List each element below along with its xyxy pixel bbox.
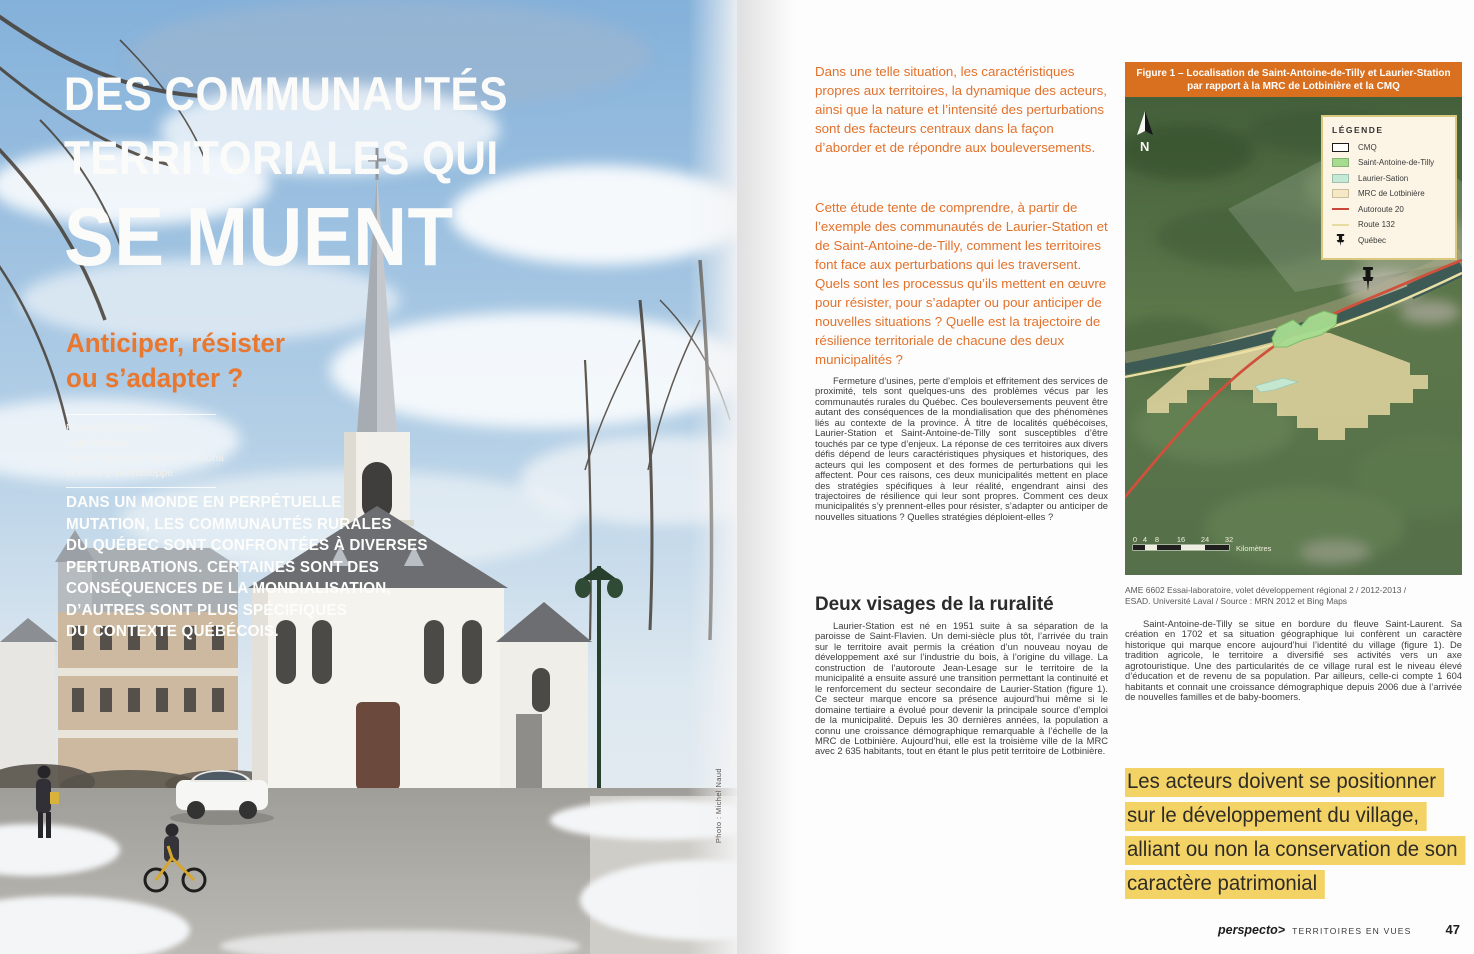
intro-line: DU CONTEXTE QUÉBÉCOIS. [66, 623, 279, 640]
title-line-2: TERRITORIALES QUI [64, 131, 499, 184]
body-paragraph-3: Saint-Antoine-de-Tilly se situe en bordure du fleuve Saint-Laurent. Sa création en 1702 et sa situation géographique lui confèrent un caractère historique qui marque encore aujourd’hui l’identité du village (figure 1). De tradition agricole, le territoire a diversifié ses activités vers un axe agrotouristique. Une des particularités de ce village rural est le niveau élevé d’éducation et de revenu de sa population. Par ailleurs, celle-ci compte 1 604 habitants et connait une croissance démographique depuis 2006 due à l’arrivée de nouvelles familles et de baby-boomers. [1125, 618, 1462, 703]
svg-text:8: 8 [1154, 535, 1160, 544]
body-paragraph-1: Fermeture d’usines, perte d’emplois et effritement des services de proximité, tels sont quelques-uns des problèmes vécus par les communautés rurales du Québec. Ces bouleversements peuvent être autant des conséquences de la mondialisation que des phénomènes liés au contexte de la province. À titre de localités québécoises, Laurier-Station et Saint-Antoine-de-Tilly sont susceptibles d’être touchés par ce type d’enjeux. La réponse de ces territoires aux divers défis dépend de leurs caractéristiques physiques et historiques, des acteurs qui les composent et des formes de perturbations qui les affectent. Pour ces raisons, ces deux municipalités mettent en place des stratégies spécifiques à leur réalité, engendrant ainsi des trajectoires de résilience qui leur sont propres. Comment ces deux municipalités s’y prennent-elles pour résister, s’adapter ou anticiper de nouvelles situations ? Quelles stratégies déploient-elles ? [815, 375, 1108, 522]
photo-credit: Photo : Michel Naud [714, 768, 723, 844]
pull-quote [1125, 768, 1462, 904]
svg-text:32: 32 [1224, 535, 1234, 544]
figure-title-line-2: par rapport à la MRC de Lotbinière et la CMQ [1187, 81, 1400, 92]
author-line-3: Hernan Mauricio Pinzon Villabona [66, 452, 224, 464]
figure-title-line-1: Figure 1 – Localisation de Saint-Antoine-de-Tilly et Laurier-Station [1136, 68, 1451, 79]
title-line-3: SE MUENT [64, 190, 454, 283]
svg-text:Kilomètres: Kilomètres [1236, 544, 1272, 553]
svg-text:16: 16 [1176, 535, 1186, 544]
figure-map [1125, 97, 1462, 575]
figure-1 [1125, 62, 1462, 575]
legend-item-mrc: MRC de Lotbinière [1332, 189, 1446, 199]
svg-text:0: 0 [1132, 535, 1138, 544]
mrc-swatch [1332, 189, 1349, 198]
autoroute-swatch [1332, 208, 1349, 210]
figure-caption [1125, 585, 1462, 607]
cover-title [64, 62, 557, 286]
quote-line-2: sur le développement du village, [1125, 802, 1427, 831]
figure-header [1125, 62, 1462, 97]
page-number: 47 [1445, 922, 1460, 937]
legend-item-route132: Route 132 [1332, 220, 1446, 230]
subtitle-line-1: Anticiper, résister [66, 328, 285, 358]
cmq-swatch [1332, 143, 1349, 152]
quote-line-3: alliant ou non la conservation de son [1125, 836, 1465, 865]
figure-caption-line-2: ESAD. Université Laval / Source : MRN 2012 et Bing Maps [1125, 596, 1348, 606]
legend-item-laurier: Laurier-Sation [1332, 173, 1446, 183]
column-1 [815, 0, 1108, 954]
quote-line-4: caractère patrimonial [1125, 870, 1325, 899]
svg-text:N: N [1140, 139, 1150, 154]
laurier-swatch [1332, 174, 1349, 183]
legend-item-autoroute: Autoroute 20 [1332, 204, 1446, 214]
svg-text:24: 24 [1200, 535, 1210, 544]
intro-line: PERTURBATIONS. CERTAINES SONT DES [66, 558, 380, 576]
magazine-section: TERRITOIRES EN VUES [1292, 926, 1412, 936]
author-line-4: et Mélany Westerloppe [66, 467, 174, 479]
quote-line-1: Les acteurs doivent se positionner [1125, 768, 1444, 797]
authors-rule-bottom [66, 487, 216, 488]
author-line-2: Julie Pellerin, [66, 437, 129, 449]
intro-line: MUTATION, LES COMMUNAUTÉS RURALES [66, 515, 392, 533]
page-footer [737, 922, 1474, 937]
map-legend [1321, 115, 1457, 260]
section-heading: Deux visages de la ruralité [815, 593, 1054, 615]
saint-antoine-swatch [1332, 158, 1349, 167]
cover-subtitle [66, 326, 294, 396]
legend-title: LÉGENDE [1332, 125, 1384, 135]
legend-item-cmq: CMQ [1332, 142, 1446, 152]
lead-paragraph-2: Cette étude tente de comprendre, à partir de l’exemple des communautés de Laurier-Station et de Saint-Antoine-de-Tilly, comment les territoires font face aux perturbations qui les traversent. Quels sont les processus qu’ils mettent en œuvre pour résister, pour s’adapter ou pour anticiper de nouvelles situations ? Quelle est la trajectoire de résilience territoriale de chacune des deux municipalités ? [815, 200, 1108, 367]
cover-intro [66, 492, 447, 643]
subtitle-line-2: ou s’adapter ? [66, 363, 244, 393]
legend-item-saint-antoine: Saint-Antoine-de-Tilly [1332, 158, 1446, 168]
intro-line: DANS UN MONDE EN PERPÉTUELLE [66, 494, 342, 511]
page-gutter-shadow [737, 0, 795, 954]
intro-line: D’AUTRES SONT PLUS SPÉCIFIQUES [66, 601, 348, 619]
route132-swatch [1332, 224, 1349, 226]
author-line-1: Par Michaël Caron, [66, 422, 156, 434]
intro-line: DU QUÉBEC SONT CONFRONTÉES À DIVERSES [66, 537, 428, 554]
legend-item-quebec: Québec [1332, 235, 1446, 245]
magazine-logo: perspecto> [1218, 923, 1286, 937]
intro-line: CONSÉQUENCES DE LA MONDIALISATION, [66, 580, 391, 597]
authors-rule-top [66, 414, 216, 415]
body-paragraph-2: Laurier-Station est né en 1951 suite à sa séparation de la paroisse de Saint-Flavien. Un demi-siècle plus tôt, l’arrivée du train sur le territoire avait permis la création d’un nouveau noyau de développement axé sur l’industrie du bois, à l’origine du village. La construction de l’autoroute Jean-Lesage sur le territoire de la municipalité a ensuite assuré une transition permettant la continuité et le renforcement du secteur secondaire de Laurier-Station (figure 1). Ce secteur marque encore sa présence aujourd’hui même si le domaine tertiaire a évolué pour devenir la principale source d’emploi de la municipalité. Depuis les 30 dernières années, la population a connu une croissance démographique remarquable à l’échelle de la MRC de Lotbinière. Aujourd’hui, elle est la troisième ville de la MRC avec 2 635 habitants, tout en étant le plus petit territoire de Lotbinière. [815, 620, 1108, 757]
title-line-1: DES COMMUNAUTÉS [64, 67, 508, 120]
lead-paragraph-1: Dans une telle situation, les caractéristiques propres aux territoires, la dynamique des acteurs, ainsi que la nature et l’intensité des perturbations sont des facteurs centraux dans la façon d’aborder et de répondre aux bouleversements. [815, 64, 1107, 155]
pushpin-icon [1332, 234, 1349, 246]
authors-block [66, 408, 224, 494]
figure-caption-line-1: AME 6602 Essai-laboratoire, volet développement régional 2 / 2012-2013 / [1125, 585, 1407, 595]
svg-text:4: 4 [1142, 535, 1148, 544]
column-2 [1125, 0, 1462, 954]
